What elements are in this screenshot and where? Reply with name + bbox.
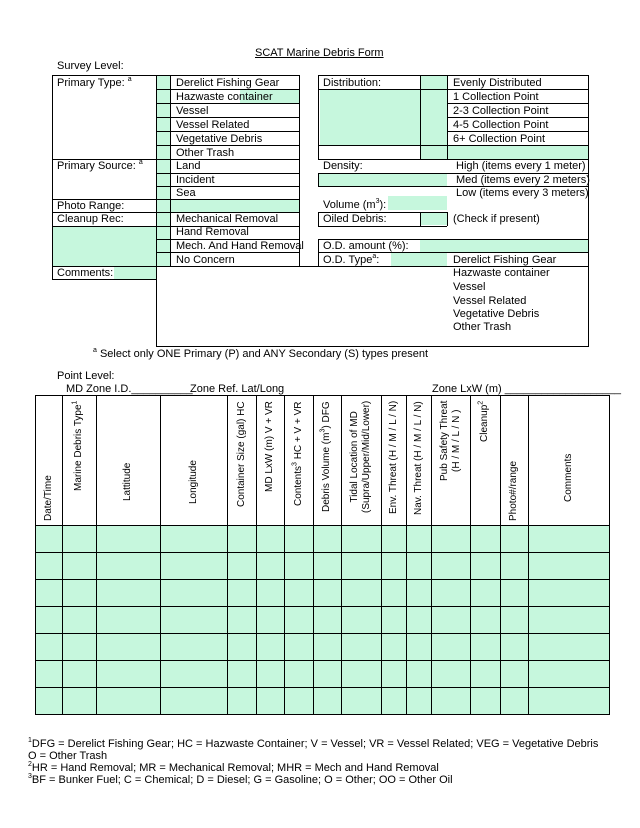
table-cell[interactable] [257,607,284,633]
option-4-5-collection-point[interactable]: 4-5 Collection Point [453,119,549,131]
option-1-collection-point[interactable]: 1 Collection Point [453,91,539,103]
cleanup-header: Cleanup$^2$ [477,400,490,442]
table-cell[interactable] [161,553,227,579]
table-cell[interactable] [529,526,609,552]
table-cell[interactable] [285,553,313,579]
table-cell[interactable] [314,661,341,687]
option-hand-removal[interactable]: Hand Removal [176,226,249,238]
table-cell[interactable] [501,661,528,687]
table-cell[interactable] [36,607,62,633]
option-other-trash[interactable]: Other Trash [176,147,235,159]
cleanup-rec-label: Cleanup Rec: [57,213,124,225]
table-cell[interactable] [97,553,160,579]
table-cell[interactable] [407,634,431,660]
option-evenly-distributed[interactable]: Evenly Distributed [453,77,542,89]
table-cell[interactable] [36,688,62,714]
marine-debris-type-header: Marine Debris Type$^1$ [71,400,84,491]
table-cell[interactable] [382,688,406,714]
table-cell[interactable] [257,553,284,579]
table-cell[interactable] [382,553,406,579]
option-2-3-collection-point[interactable]: 2-3 Collection Point [453,105,549,117]
table-cell[interactable] [97,607,160,633]
table-cell[interactable] [285,688,313,714]
table-cell[interactable] [314,580,341,606]
table-col-line [341,395,342,715]
table-cell[interactable] [471,634,500,660]
table-col-line [528,395,529,715]
option-density-med[interactable]: Med (items every 2 meters) [456,174,590,186]
table-cell[interactable] [161,634,227,660]
table-cell[interactable] [529,688,609,714]
table-cell[interactable] [228,526,256,552]
table-cell[interactable] [257,688,284,714]
table-col-line [284,395,285,715]
table-cell[interactable] [314,553,341,579]
contents-header: Contents$^3$ HC + V + VR [291,401,304,506]
table-cell[interactable] [382,607,406,633]
od-amount-label: O.D. amount (%): [323,240,409,252]
table-cell[interactable] [63,688,96,714]
table-cell[interactable] [97,526,160,552]
table-cell[interactable] [36,661,62,687]
table-cell[interactable] [228,661,256,687]
primary-source-label: Primary Source: $^a$ [57,159,143,172]
table-cell[interactable] [63,661,96,687]
table-cell[interactable] [407,580,431,606]
option-incident[interactable]: Incident [176,174,215,186]
table-cell[interactable] [342,580,381,606]
table-cell[interactable] [529,634,609,660]
table-col-line [96,395,97,715]
table-cell[interactable] [471,526,500,552]
table-cell[interactable] [161,580,227,606]
option-mechanical-removal[interactable]: Mechanical Removal [176,213,279,225]
od-option-vegetative-debris[interactable]: Vegetative Debris [453,308,540,320]
comments-header: Comments [563,453,574,502]
table-cell[interactable] [342,634,381,660]
table-col-line [35,395,36,715]
table-cell[interactable] [471,580,500,606]
table-cell[interactable] [63,607,96,633]
table-col-line [470,395,471,715]
table-cell[interactable] [432,553,470,579]
form-title: SCAT Marine Debris Form [255,47,384,59]
table-cell[interactable] [63,634,96,660]
container-size-header: Container Size (gal) HC [236,401,247,507]
option-land[interactable]: Land [176,160,201,172]
table-cell[interactable] [314,634,341,660]
point-level-label: Point Level: [57,370,115,382]
table-cell[interactable] [407,553,431,579]
od-type-label: O.D. Type$^a$: [323,253,380,266]
survey-level-label: Survey Level: [57,60,124,72]
table-row-line [35,714,610,715]
table-col-line [227,395,228,715]
footnote-3: $^3$BF = Bunker Fuel; C = Chemical; D = Diesel; G = Gasoline; O = Other; OO = Other Oil [28,773,453,786]
table-col-line [160,395,161,715]
od-option-vessel-related[interactable]: Vessel Related [453,295,527,307]
table-cell[interactable] [432,634,470,660]
table-cell[interactable] [471,553,500,579]
table-col-line [609,395,610,715]
md-lxw-header: MD LxW (m) V + VR [264,401,275,492]
distribution-label: Distribution: [323,77,382,89]
table-cell[interactable] [501,688,528,714]
od-option-hazwaste-container[interactable]: Hazwaste container [453,267,550,279]
table-cell[interactable] [228,634,256,660]
table-cell[interactable] [63,580,96,606]
table-cell[interactable] [382,634,406,660]
zone-ref-lat-long: Zone Ref. Lat/Long [190,383,285,395]
photo-range-header: Photo#/range [508,460,519,521]
table-cell[interactable] [382,580,406,606]
table-cell[interactable] [97,688,160,714]
table-cell[interactable] [285,526,313,552]
table-cell[interactable] [228,607,256,633]
table-cell[interactable] [342,553,381,579]
table-cell[interactable] [257,661,284,687]
od-option-vessel[interactable]: Vessel [453,281,486,293]
table-cell[interactable] [285,661,313,687]
table-cell[interactable] [382,526,406,552]
table-cell[interactable] [161,607,227,633]
table-cell[interactable] [432,607,470,633]
option-density-low[interactable]: Low (items every 3 meters) [456,187,589,199]
table-col-line [406,395,407,715]
table-cell[interactable] [342,661,381,687]
table-cell[interactable] [97,580,160,606]
table-col-line [62,395,63,715]
table-cell[interactable] [342,688,381,714]
table-cell[interactable] [314,688,341,714]
date-time-header: Date/Time [43,475,54,521]
option-6-plus-collection-point[interactable]: 6+ Collection Point [453,133,546,145]
table-cell[interactable] [342,526,381,552]
table-cell[interactable] [501,634,528,660]
nav-threat-header: Nav. Threat (H / M / L / N) [413,401,424,515]
table-cell[interactable] [36,553,62,579]
footnote-a: $^a$ Select only ONE Primary (P) and ANY Secondary (S) types present [93,347,429,360]
table-cell[interactable] [432,661,470,687]
option-hazwaste-container[interactable]: Hazwaste container [176,91,273,103]
env-threat-header: Env. Threat (H / M / L / N) [388,400,399,514]
option-sea[interactable]: Sea [176,187,196,199]
table-cell[interactable] [161,526,227,552]
table-cell[interactable] [432,526,470,552]
table-cell[interactable] [63,526,96,552]
table-cell[interactable] [471,607,500,633]
table-col-line [431,395,432,715]
table-cell[interactable] [257,526,284,552]
table-cell[interactable] [432,688,470,714]
table-cell[interactable] [342,607,381,633]
table-cell[interactable] [285,634,313,660]
table-cell[interactable] [432,580,470,606]
option-vegetative-debris[interactable]: Vegetative Debris [176,133,263,145]
oiled-debris-label: Oiled Debris: [323,213,387,225]
footnote-2: $^2$HR = Hand Removal; MR = Mechanical Removal; MHR = Mech and Hand Removal [28,761,439,774]
table-cell[interactable] [97,634,160,660]
table-cell[interactable] [228,580,256,606]
check-if-present-note: (Check if present) [453,213,540,225]
table-cell[interactable] [228,553,256,579]
table-col-line [381,395,382,715]
table-cell[interactable] [382,661,406,687]
table-col-line [313,395,314,715]
table-cell[interactable] [314,526,341,552]
table-cell[interactable] [36,580,62,606]
table-cell[interactable] [314,607,341,633]
table-cell[interactable] [529,661,609,687]
table-cell[interactable] [407,688,431,714]
table-cell[interactable] [529,607,609,633]
table-cell[interactable] [471,661,500,687]
od-option-derelict-fishing-gear[interactable]: Derelict Fishing Gear [453,254,557,266]
table-row-line [35,395,610,396]
option-mech-and-hand-removal[interactable]: Mech. And Hand Removal [176,240,304,252]
option-no-concern[interactable]: No Concern [176,254,235,266]
table-cell[interactable] [228,688,256,714]
table-cell[interactable] [285,607,313,633]
table-cell[interactable] [529,553,609,579]
table-col-line [500,395,501,715]
table-cell[interactable] [36,634,62,660]
option-density-high[interactable]: High (items every 1 meter) [456,160,586,172]
table-cell[interactable] [407,526,431,552]
md-zone-id: MD Zone I.D.__________ [66,383,193,395]
table-cell[interactable] [285,580,313,606]
latitude-header: Lattitude [122,462,133,501]
primary-type-label: Primary Type: $^a$ [57,76,132,89]
table-cell[interactable] [161,688,227,714]
photo-range-label: Photo Range: [57,200,125,212]
option-vessel-related[interactable]: Vessel Related [176,119,250,131]
table-cell[interactable] [97,661,160,687]
tidal-location-header: Tidal Location of MD (Supra/Upper/Mid/Lower) [349,400,372,513]
table-cell[interactable] [407,661,431,687]
table-cell[interactable] [501,526,528,552]
comments-label: Comments: [57,267,114,279]
volume-label: Volume $(m^3)$: [323,198,387,211]
table-cell[interactable] [36,526,62,552]
zone-lxw: Zone LxW (m) ___________________ [432,383,621,395]
density-label: Density: [323,160,363,172]
table-cell[interactable] [529,580,609,606]
debris-volume-header: Debris Volume $(m^3)$ DFG [319,401,332,512]
option-derelict-fishing-gear[interactable]: Derelict Fishing Gear [176,77,280,89]
table-cell[interactable] [257,634,284,660]
table-cell[interactable] [471,688,500,714]
longitude-header: Longitude [188,460,199,504]
option-vessel[interactable]: Vessel [176,105,209,117]
table-cell[interactable] [501,553,528,579]
pub-safety-threat-header: Pub Safety Threat (H / M / L / N ) [439,400,462,481]
od-option-other-trash[interactable]: Other Trash [453,321,512,333]
table-cell[interactable] [257,580,284,606]
table-cell[interactable] [63,553,96,579]
table-cell[interactable] [501,580,528,606]
table-cell[interactable] [501,607,528,633]
footnote-1-cont: O = Other Trash [28,750,108,762]
table-cell[interactable] [407,607,431,633]
footnote-1: $^1$DFG = Derelict Fishing Gear; HC = Hazwaste Container; V = Vessel; VR = Vessel Related; VEG = Vegetative Debris [28,737,599,750]
table-cell[interactable] [161,661,227,687]
table-col-line [256,395,257,715]
